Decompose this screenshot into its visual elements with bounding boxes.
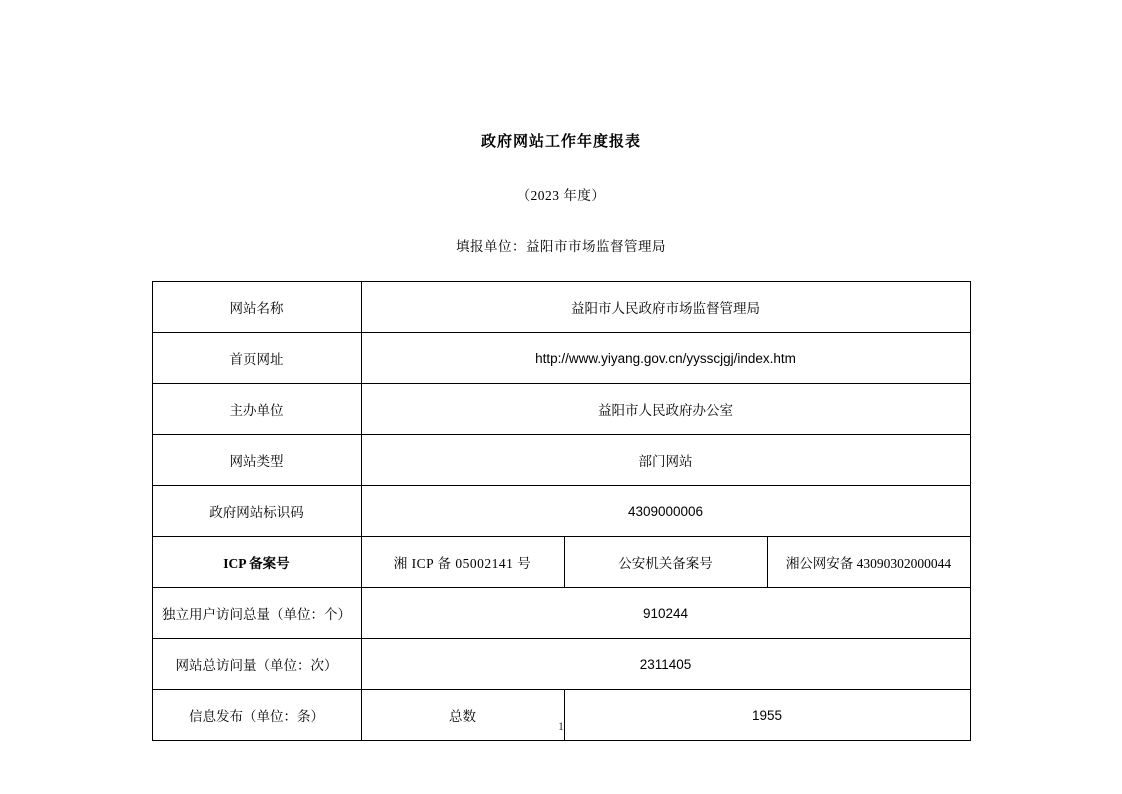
row-value-icp: 湘 ICP 备 05002141 号 <box>361 537 564 588</box>
page-number: 1 <box>558 719 564 733</box>
table-row <box>152 282 970 333</box>
table-row-icp <box>152 537 970 588</box>
row-label-sponsor: 主办单位 <box>152 384 361 435</box>
row-value-homepage-url: http://www.yiyang.gov.cn/yysscjgj/index.htm <box>361 333 970 384</box>
table-row <box>152 384 970 435</box>
row-value-unique-visitors: 910244 <box>361 588 970 639</box>
row-label-police-record: 公安机关备案号 <box>564 537 767 588</box>
row-label-total-visits: 网站总访问量（单位：次） <box>152 639 361 690</box>
row-label-unique-visitors: 独立用户访问总量（单位：个） <box>152 588 361 639</box>
reporting-unit: 填报单位：益阳市市场监督管理局 <box>456 239 666 254</box>
table-row <box>152 435 970 486</box>
table-row <box>152 333 970 384</box>
row-value-sponsor: 益阳市人民政府办公室 <box>361 384 970 435</box>
row-label-homepage-url: 首页网址 <box>152 333 361 384</box>
row-value-total-visits: 2311405 <box>361 639 970 690</box>
row-label-info-publish: 信息发布（单位：条） <box>152 690 361 741</box>
table-row <box>152 486 970 537</box>
row-label-website-type: 网站类型 <box>152 435 361 486</box>
row-label-site-code: 政府网站标识码 <box>152 486 361 537</box>
report-year: （2023 年度） <box>516 188 606 203</box>
row-value-website-name: 益阳市人民政府市场监督管理局 <box>361 282 970 333</box>
row-value-site-code: 4309000006 <box>361 486 970 537</box>
table-row <box>152 588 970 639</box>
row-value-website-type: 部门网站 <box>361 435 970 486</box>
row-label-icp: ICP 备案号 <box>152 537 361 588</box>
row-value-police-record: 湘公网安备 43090302000044 <box>767 537 970 588</box>
row-sublabel-info-total: 总数 <box>361 690 564 741</box>
page-title: 政府网站工作年度报表 <box>480 134 641 150</box>
annual-report-table <box>152 281 971 741</box>
row-value-info-total: 1955 <box>564 690 970 741</box>
row-label-website-name: 网站名称 <box>152 282 361 333</box>
table-row <box>152 639 970 690</box>
